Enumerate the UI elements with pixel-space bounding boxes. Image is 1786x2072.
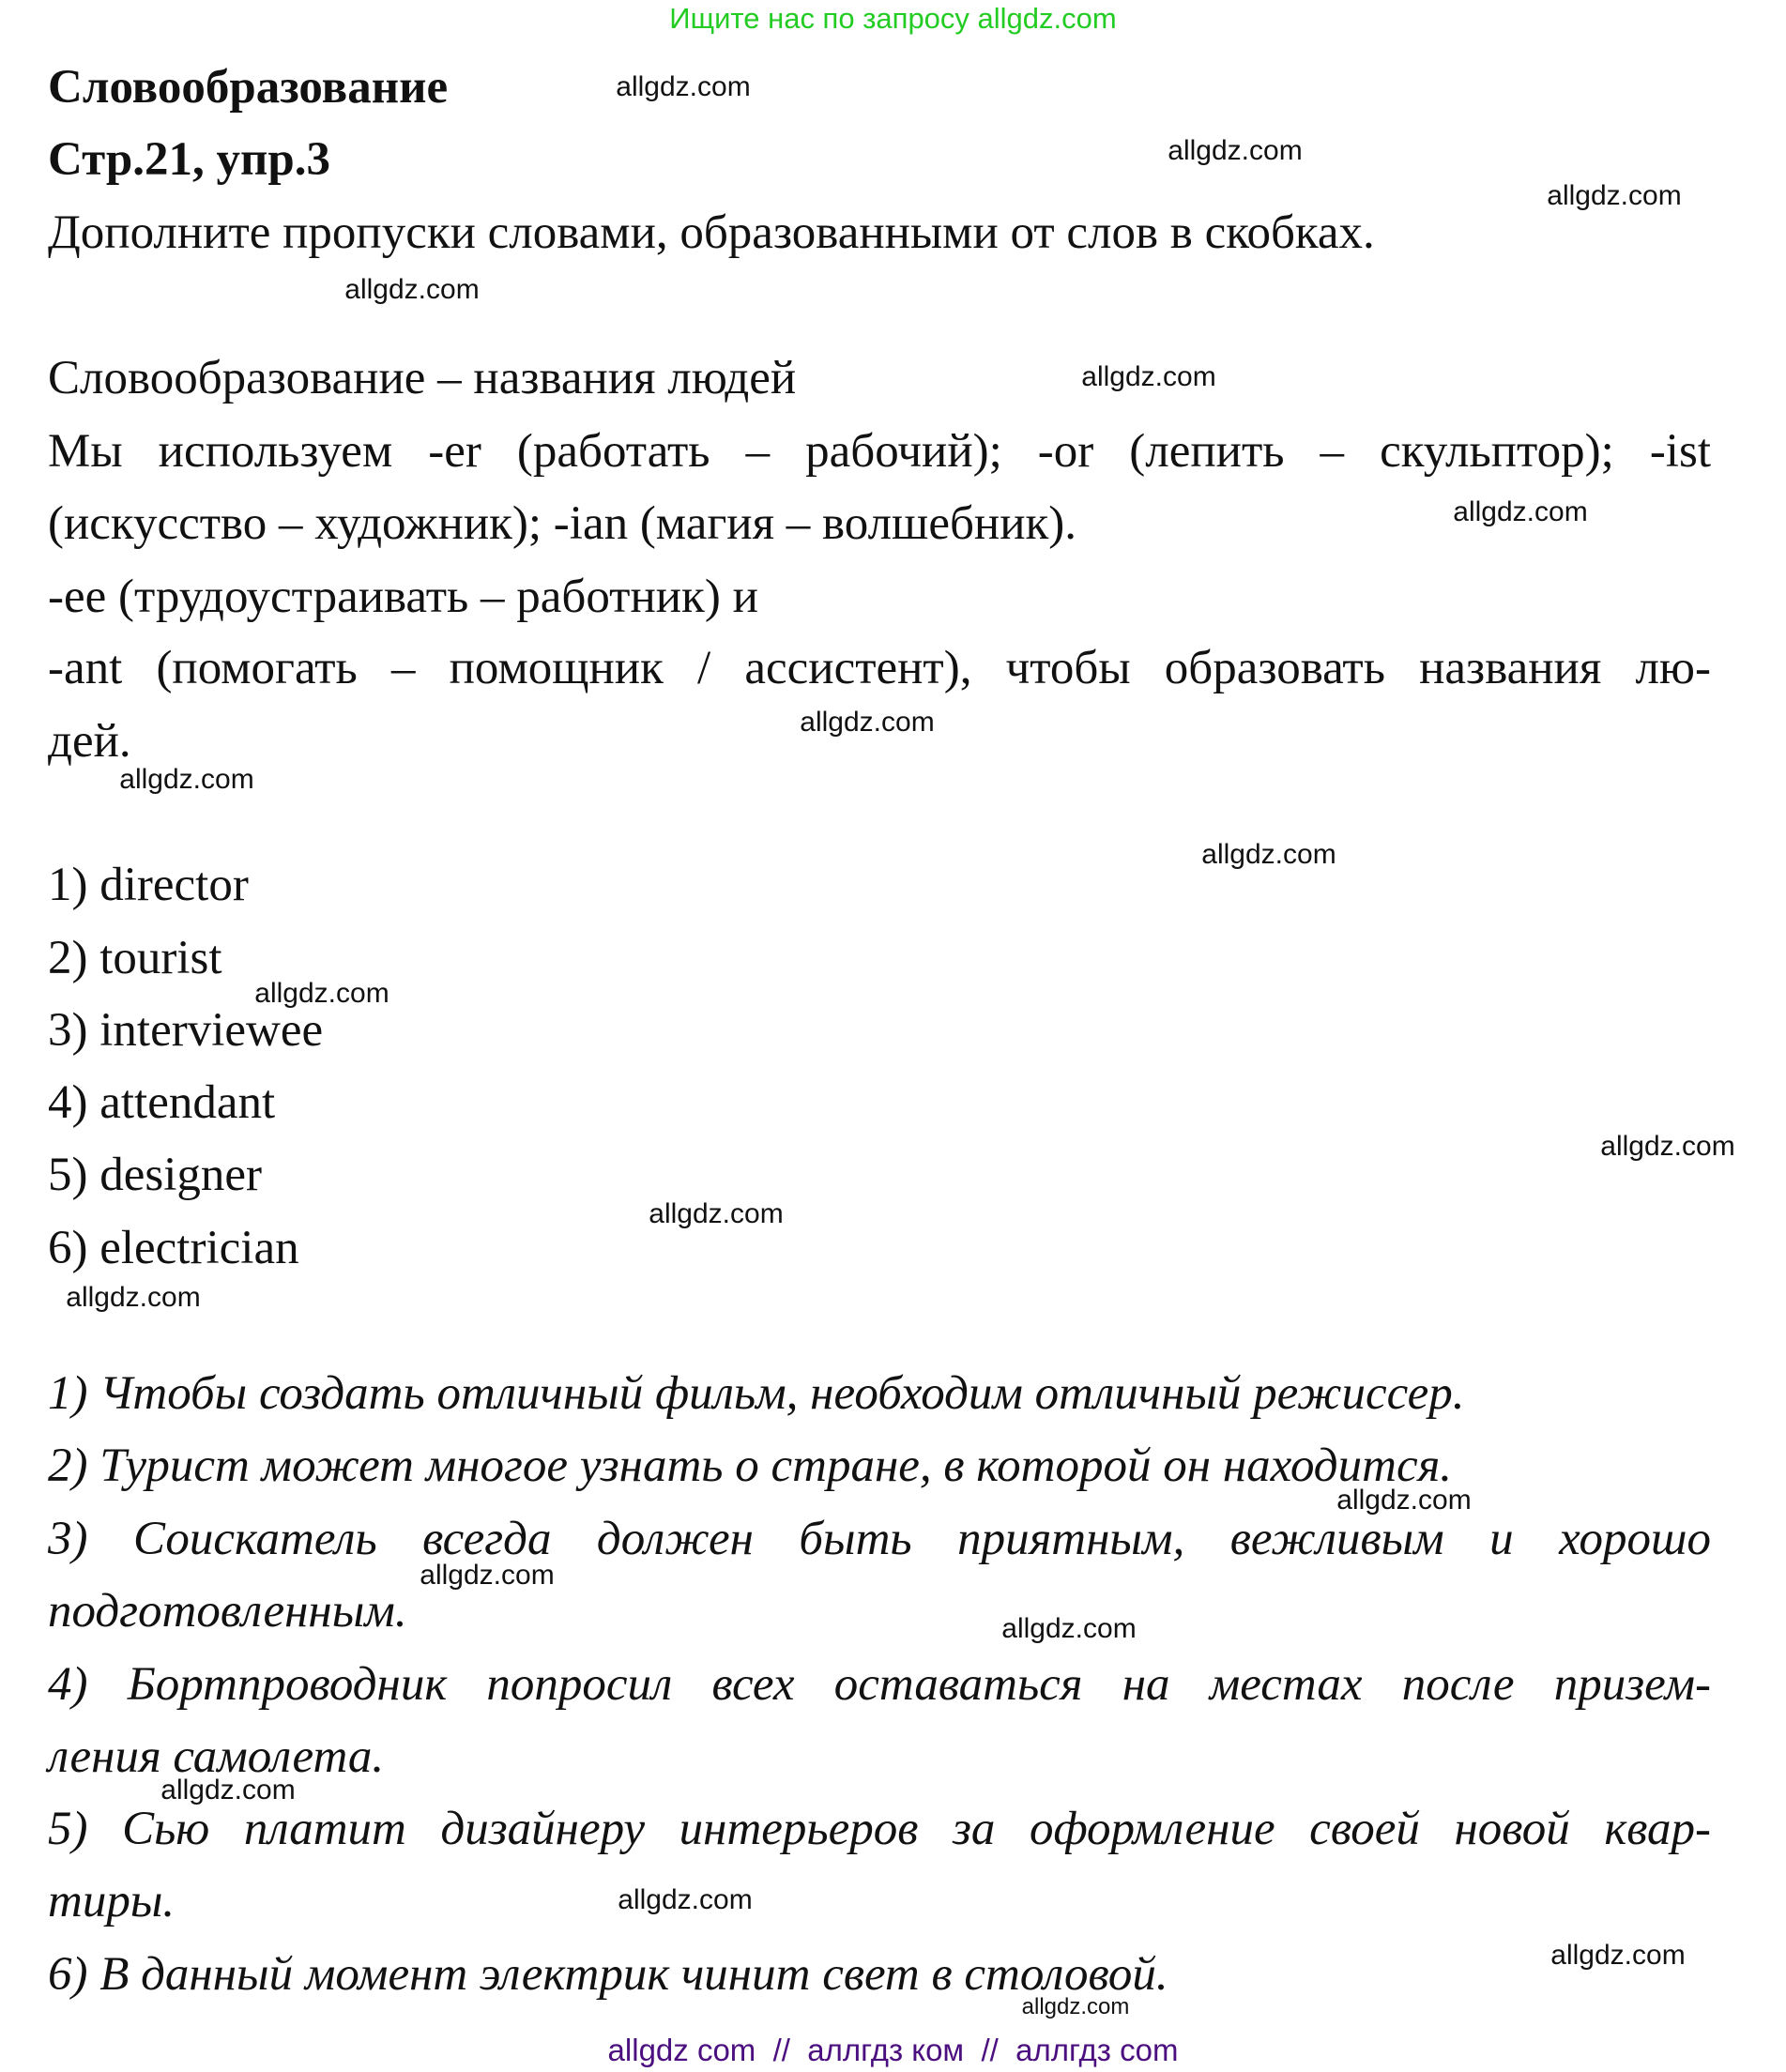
exercise-number: Стр.21, упр.3 bbox=[48, 133, 330, 186]
watermark: allgdz.com bbox=[66, 1282, 201, 1313]
translation-line: тиры. bbox=[48, 1875, 176, 1927]
watermark: allgdz.com bbox=[616, 71, 751, 102]
translation-line: 2) Турист может многое узнать о стране, в которой он находится. bbox=[48, 1440, 1453, 1492]
watermark: allgdz.com bbox=[254, 978, 389, 1009]
watermark: allgdz.com bbox=[618, 1884, 753, 1915]
watermark: allgdz.com bbox=[344, 274, 480, 305]
rule-line: -ee (трудоустраивать – работник) и bbox=[48, 571, 758, 623]
translation-line: подготовленным. bbox=[48, 1585, 407, 1638]
watermark: allgdz.com bbox=[1081, 361, 1216, 392]
watermark: allgdz.com bbox=[119, 764, 254, 795]
watermark: allgdz.com bbox=[1547, 180, 1682, 211]
rule-line: Мы используем -er (работать – рабочий); -or (лепить – скульптор); -ist bbox=[48, 425, 1711, 478]
watermark: allgdz.com bbox=[160, 1775, 296, 1805]
answer-item: 2) tourist bbox=[48, 932, 222, 984]
watermark: allgdz.com bbox=[1336, 1485, 1472, 1516]
translation-line: 4) Бортпроводник попросил всех оставаться на местах после призем- bbox=[48, 1658, 1711, 1711]
answer-item: 1) director bbox=[48, 859, 249, 911]
watermark: allgdz.com bbox=[1021, 1994, 1130, 2019]
rule-line: (искусство – художник); -ian (магия – волшебник). bbox=[48, 497, 1077, 550]
translation-line: 5) Сью платит дизайнеру интерьеров за оформление своей новой квар- bbox=[48, 1803, 1711, 1855]
rule-line: дей. bbox=[48, 715, 131, 768]
answer-item: 4) attendant bbox=[48, 1076, 276, 1129]
translation-line: 1) Чтобы создать отличный фильм, необходим отличный режиссер. bbox=[48, 1367, 1465, 1420]
page-title: Словообразование bbox=[48, 61, 449, 114]
translation-line: ления самолета. bbox=[48, 1730, 385, 1783]
watermark: allgdz.com bbox=[1168, 135, 1303, 166]
footer-links: allgdz com // аллгдз ком // аллгдз com bbox=[607, 2033, 1179, 2067]
search-banner: Ищите нас по запросу allgdz.com bbox=[669, 2, 1117, 35]
answer-item: 5) designer bbox=[48, 1149, 263, 1201]
watermark: allgdz.com bbox=[1001, 1613, 1137, 1644]
watermark: allgdz.com bbox=[1453, 496, 1588, 527]
instruction: Дополните пропуски словами, образованными от слов в скобках. bbox=[48, 206, 1375, 259]
watermark: allgdz.com bbox=[1600, 1131, 1735, 1162]
watermark: allgdz.com bbox=[420, 1560, 555, 1591]
watermark: allgdz.com bbox=[1550, 1940, 1686, 1971]
watermark: allgdz.com bbox=[800, 707, 935, 738]
answer-item: 3) interviewee bbox=[48, 1004, 324, 1057]
translation-line: 3) Соискатель всегда должен быть приятным, вежливым и хорошо bbox=[48, 1513, 1711, 1565]
watermark: allgdz.com bbox=[649, 1198, 784, 1229]
rule-line: -ant (помогать – помощник / ассистент), чтобы образовать названия лю- bbox=[48, 642, 1711, 694]
translation-line: 6) В данный момент электрик чинит свет в столовой. bbox=[48, 1948, 1168, 2001]
answer-item: 6) electrician bbox=[48, 1222, 299, 1274]
watermark: allgdz.com bbox=[1201, 839, 1336, 870]
section-heading: Словообразование – названия людей bbox=[48, 352, 797, 404]
